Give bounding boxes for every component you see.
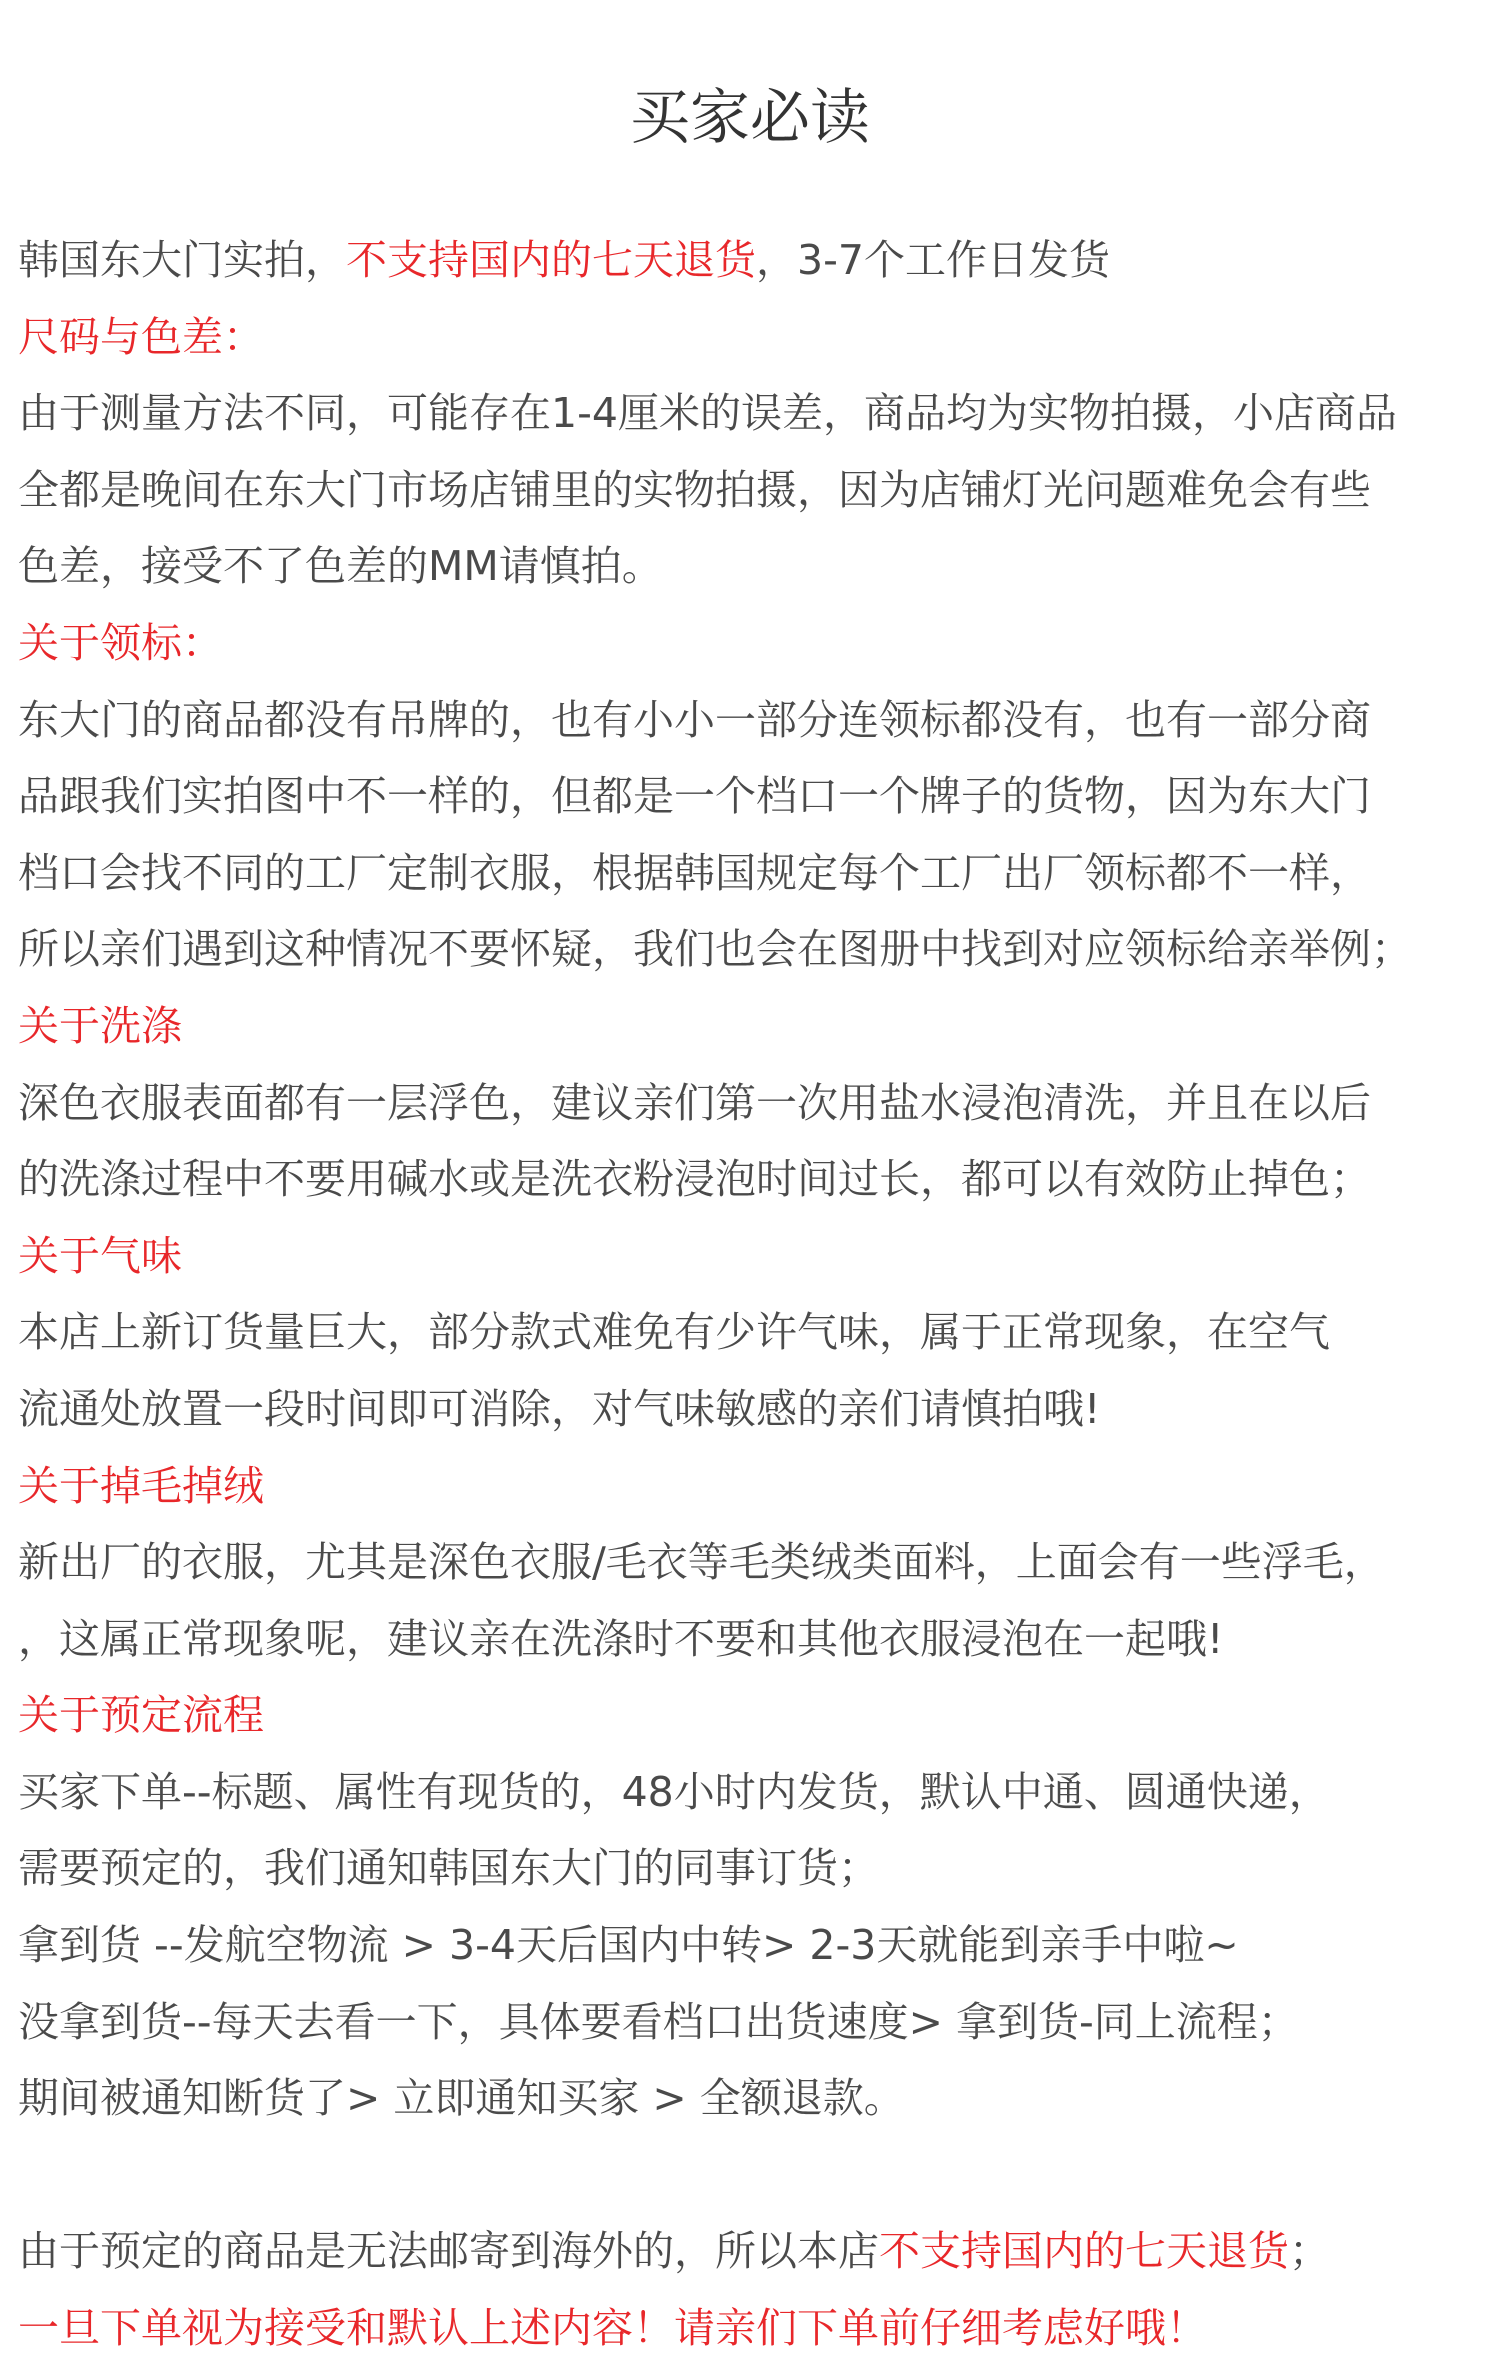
label-line-4: 所以亲们遇到这种情况不要怀疑，我们也会在图册中找到对应领标给亲举例； [18, 925, 1412, 974]
footer-text: 由于预定的商品是无法邮寄到海外的，所以本店 [18, 2227, 879, 2276]
size-line-3: 色差，接受不了色差的MM请慎拍。 [18, 542, 663, 591]
order-line-3: 拿到货 --发航空物流 > 3-4天后国内中转> 2-3天就能到亲手中啦~ [18, 1921, 1239, 1970]
footer-warning: 一旦下单视为接受和默认上述内容！请亲们下单前仔细考虑好哦！ [18, 2304, 1207, 2353]
footer-punct: ； [1289, 2227, 1330, 2276]
smell-line-2: 流通处放置一段时间即可消除，对气味敏感的亲们请慎拍哦! [18, 1384, 1101, 1433]
page-title: 买家必读 [630, 83, 870, 153]
wash-heading: 关于洗涤 [18, 1001, 182, 1050]
label-line-2: 品跟我们实拍图中不一样的，但都是一个档口一个牌子的货物，因为东大门 [18, 772, 1371, 821]
lint-line-2: ，这属正常现象呢，建议亲在洗涤时不要和其他衣服浸泡在一起哦! [18, 1614, 1224, 1663]
order-line-1: 买家下单--标题、属性有现货的，48小时内发货，默认中通、圆通快递， [18, 1767, 1330, 1816]
order-line-5: 期间被通知断货了> 立即通知买家 > 全额退款。 [18, 2074, 905, 2123]
order-heading: 关于预定流程 [18, 1691, 264, 1740]
wash-line-1: 深色衣服表面都有一层浮色，建议亲们第一次用盐水浸泡清洗，并且在以后 [18, 1078, 1371, 1127]
notice-content [18, 222, 1488, 2367]
smell-line-1: 本店上新订货量巨大，部分款式难免有少许气味，属于正常现象，在空气 [18, 1308, 1330, 1357]
order-line-4: 没拿到货--每天去看一下，具体要看档口出货速度> 拿到货-同上流程； [18, 1997, 1299, 2046]
wash-line-2: 的洗涤过程中不要用碱水或是洗衣粉浸泡时间过长，都可以有效防止掉色； [18, 1155, 1371, 1204]
section-spacer [18, 2137, 1488, 2214]
intro-line [18, 222, 1488, 299]
label-line-3: 档口会找不同的工厂定制衣服，根据韩国规定每个工厂出厂领标都不一样， [18, 848, 1371, 897]
lint-heading: 关于掉毛掉绒 [18, 1461, 264, 1510]
footer-line [18, 2213, 1488, 2290]
size-line-1: 由于测量方法不同，可能存在1-4厘米的误差，商品均为实物拍摄，小店商品 [18, 389, 1397, 438]
size-line-2: 全都是晚间在东大门市场店铺里的实物拍摄，因为店铺灯光问题难免会有些 [18, 465, 1371, 514]
size-heading: 尺码与色差： [18, 312, 264, 361]
no-return-notice: 不支持国内的七天退货 [346, 236, 756, 284]
footer-no-return: 不支持国内的七天退货 [879, 2227, 1289, 2276]
label-line-1: 东大门的商品都没有吊牌的，也有小小一部分连领标都没有，也有一部分商 [18, 695, 1371, 744]
smell-heading: 关于气味 [18, 1231, 182, 1280]
label-heading: 关于领标： [18, 618, 223, 667]
shipping-time: ，3-7个工作日发货 [756, 236, 1110, 284]
order-line-2: 需要预定的，我们通知韩国东大门的同事订货； [18, 1844, 879, 1893]
lint-line-1: 新出厂的衣服，尤其是深色衣服/毛衣等毛类绒类面料，上面会有一些浮毛， [18, 1538, 1385, 1587]
intro-text: 韩国东大门实拍， [18, 236, 346, 284]
